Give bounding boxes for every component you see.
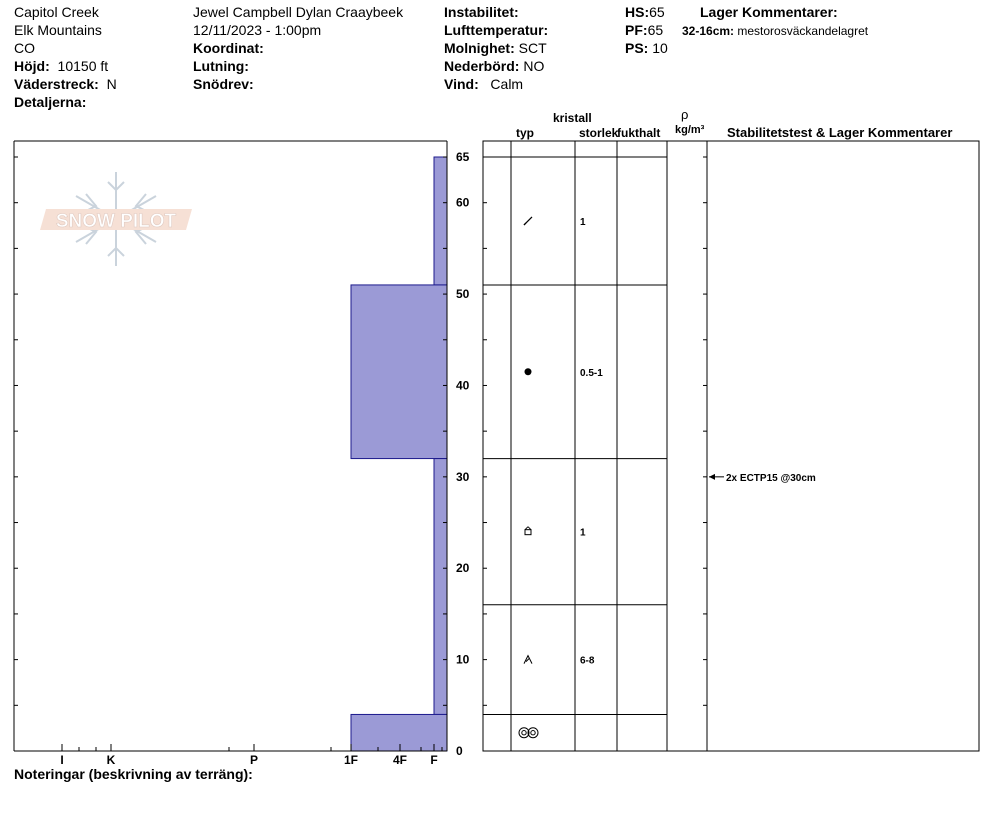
depth-tick-label: 10 <box>456 652 470 667</box>
hardness-layer-bar <box>434 459 447 715</box>
hardness-tick-label: F <box>430 753 438 767</box>
observer-names: Jewel Campbell Dylan Craaybeek <box>193 4 404 20</box>
ps-value: 10 <box>652 40 668 56</box>
depth-tick-label: 30 <box>456 469 470 484</box>
depth-tick-label: 65 <box>456 150 470 164</box>
layer-comment-text: mestorosväckandelagret <box>737 24 869 38</box>
observation-datetime: 12/11/2023 - 1:00pm <box>193 22 322 38</box>
grain-size-label: 1 <box>580 527 586 539</box>
snowpilot-watermark <box>40 172 192 266</box>
hardness-tick-label: P <box>249 753 259 767</box>
watermark-text: SNOW PILOT <box>55 211 177 232</box>
depth-tick-label: 40 <box>456 378 470 393</box>
elevation-label: Höjd: <box>14 58 50 74</box>
depth-tick-label: 0 <box>456 744 463 758</box>
layer-comment-range: 32-16cm: <box>682 24 735 38</box>
instability-label: Instabilitet: <box>444 4 519 20</box>
mountain-range: Elk Mountains <box>14 22 102 38</box>
faceted-crystals-icon <box>525 527 531 535</box>
sky-label: Molnighet: <box>444 40 515 56</box>
stability-test-label: 2x ECTP15 @30cm <box>726 472 816 484</box>
hs-label: HS: <box>625 4 650 20</box>
hardness-tick-label: 1F <box>343 753 359 767</box>
crystal-header: kristall <box>553 111 592 125</box>
ps-label: PS: <box>625 40 649 56</box>
rho-header: ρ <box>681 107 689 122</box>
notes-label: Noteringar (beskrivning av terräng): <box>14 766 253 782</box>
grain-size-label: 1 <box>580 216 586 228</box>
stability-header: Stabilitetstest & Lager Kommentarer <box>727 125 953 140</box>
location-name: Capitol Creek <box>14 4 99 20</box>
aspect-label: Väderstreck: <box>14 76 99 92</box>
details-label: Detaljerna: <box>14 94 87 110</box>
hardness-tick-label: 4F <box>392 753 408 767</box>
decomposing-fragments-icon <box>524 217 532 225</box>
depth-tick-label: 50 <box>456 287 470 302</box>
hardness-layer-bar <box>351 285 447 459</box>
wind-label: Vind: <box>444 76 479 92</box>
slope-label: Lutning: <box>193 58 249 74</box>
drift-label: Snödrev: <box>193 76 254 92</box>
hardness-tick-label: I <box>60 753 64 767</box>
grain-table-frame <box>483 141 979 751</box>
depth-hoar-icon <box>524 656 532 664</box>
state: CO <box>14 40 35 56</box>
layer-comments-title: Lager Kommentarer: <box>700 4 838 20</box>
density-unit-header: kg/m³ <box>675 124 705 136</box>
pf-label: PF: <box>625 22 648 38</box>
precip-label: Nederbörd: <box>444 58 520 74</box>
depth-tick-label: 60 <box>456 195 470 210</box>
precip-value: NO <box>523 58 545 74</box>
airtemp-label: Lufttemperatur: <box>444 22 549 38</box>
elevation-value: 10150 ft <box>57 58 109 74</box>
aspect-value: N <box>106 76 117 92</box>
hs-value: 65 <box>649 4 665 20</box>
rounded-grains-icon <box>525 368 532 375</box>
moisture-header: fukthalt <box>617 126 661 140</box>
wind-value: Calm <box>490 76 524 92</box>
hardness-layer-bar <box>351 714 447 751</box>
depth-tick-label: 20 <box>456 561 470 576</box>
pf-value: 65 <box>647 22 664 38</box>
sky-value: SCT <box>518 40 547 56</box>
grain-size-label: 6-8 <box>580 655 595 667</box>
size-header: storlek <box>579 126 619 140</box>
stability-arrow-icon <box>709 474 715 480</box>
hardness-layer-bar <box>434 157 447 285</box>
hardness-tick-label: K <box>106 753 116 767</box>
type-header: typ <box>516 126 534 140</box>
melt-forms-icon <box>519 728 538 738</box>
grain-size-label: 0.5-1 <box>580 367 603 379</box>
coordinate-label: Koordinat: <box>193 40 264 56</box>
